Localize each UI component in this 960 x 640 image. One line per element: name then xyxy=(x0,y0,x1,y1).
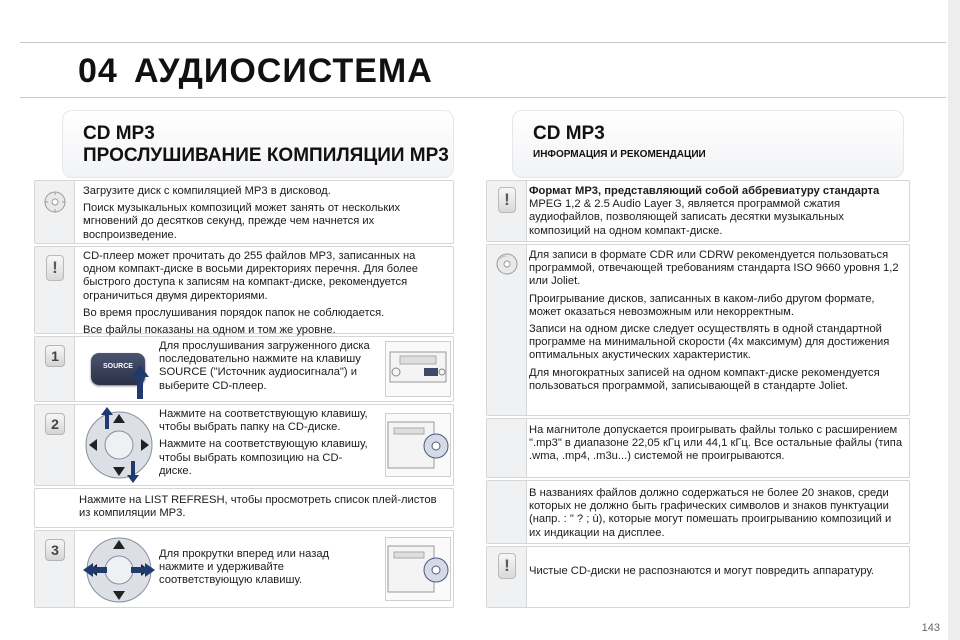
capacity-note-text xyxy=(83,250,451,341)
cd-rec-line-4: Для многократных записей на одном компакт-диске рекомендуется пользоваться программой, записывающей в стандарте Joliet. xyxy=(529,366,880,392)
radio-unit-thumbnail-2 xyxy=(385,413,451,477)
navigation-pad-icon xyxy=(83,407,155,483)
intro-row xyxy=(34,180,454,244)
chapter-number: 04 xyxy=(78,52,118,90)
page-number: 143 xyxy=(921,622,940,634)
mp3-format-row xyxy=(486,180,910,242)
step-2-number-icon: 2 xyxy=(45,413,65,435)
cd-recording-icon-cell xyxy=(487,245,527,415)
capacity-line-1: CD-плеер может прочитать до 255 файлов MP3, записанных на одном компакт-диске в восьми директориях перечня. Для более быстрого доступа к записям на компакт-диске, рекомендуется ограничиться двумя директориями. xyxy=(83,250,419,302)
header-rule xyxy=(20,42,946,43)
left-section-subtitle: ПРОСЛУШИВАНИЕ КОМПИЛЯЦИИ MP3 xyxy=(83,145,449,166)
radio-unit-thumbnail-1 xyxy=(385,341,451,397)
step-2-line-track: Нажмите на соответствующую клавишу, чтобы выбрать композицию на CD-диске. xyxy=(159,438,368,477)
page-edge-band xyxy=(948,0,960,640)
step-1-number-icon: 1 xyxy=(45,345,65,367)
list-refresh-text: Нажмите на LIST REFRESH, чтобы просмотреть список плей-листов из компиляции MP3. xyxy=(79,494,437,520)
step-1-icon-cell xyxy=(35,337,75,401)
step-2-icon-cell xyxy=(35,405,75,485)
arrow-up-icon xyxy=(131,365,149,399)
left-section-header xyxy=(62,110,454,178)
mp3-format-text xyxy=(529,185,905,238)
radio-pad-drawing xyxy=(386,414,450,476)
capacity-note-row xyxy=(34,246,454,337)
right-section-subtitle: ИНФОРМАЦИЯ И РЕКОМЕНДАЦИИ xyxy=(533,149,706,160)
step-3-number-icon: 3 xyxy=(45,539,65,561)
blank-cd-note-text: Чистые CD-диски не распознаются и могут повредить аппаратуру. xyxy=(529,565,875,577)
info-warning-icon: ! xyxy=(498,187,516,213)
step-2-text xyxy=(159,408,371,482)
capacity-line-2: Во время прослушивания порядок папок не соблюдается. xyxy=(83,306,385,319)
extension-note-row xyxy=(486,418,910,478)
filename-icon-cell xyxy=(487,481,527,543)
intro-text xyxy=(83,185,448,246)
filename-note-text: В названиях файлов должно содержаться не более 20 знаков, среди которых не должно быть графических символов и знаков пунктуации (напр. : " ? ; ù), которые могут помешать проигрыванию композиций и их индикации на дисплее. xyxy=(529,487,892,539)
extension-note-text: На магнитоле допускается проигрывать файлы только с расширением ".mp3" в диапазоне 22,05 кГц или 44,1 кГц. Все остальные файлы (типа .wma, .mp4, .m3u...) системой не проигрываются. xyxy=(529,424,903,463)
filename-note-row xyxy=(486,480,910,544)
note-icon-cell xyxy=(35,247,75,333)
radio-unit-drawing xyxy=(386,342,450,396)
list-refresh-row xyxy=(34,488,454,528)
page-title: АУДИОСИСТЕМА xyxy=(134,52,433,90)
right-section-header xyxy=(512,110,904,178)
extension-icon-cell xyxy=(487,419,527,477)
intro-line-1: Загрузите диск с компиляцией MP3 в дисковод. xyxy=(83,185,331,197)
cd-rec-line-2: Проигрывание дисков, записанных в каком-либо другом формате, может оказаться невозможным или некорректным. xyxy=(529,292,875,318)
source-button-label: SOURCE xyxy=(103,363,133,370)
intro-icon-cell xyxy=(35,181,75,243)
blank-cd-note-row xyxy=(486,546,910,608)
format-icon-cell xyxy=(487,181,527,241)
step-1-row xyxy=(34,336,454,402)
header-underline xyxy=(20,97,946,98)
navigation-pad-hold-icon xyxy=(83,533,155,607)
step-2-line-folder: Нажмите на соответствующую клавишу, чтобы выбрать папку на CD-диске. xyxy=(159,408,368,434)
step-1-text: Для прослушивания загруженного диска последовательно нажмите на клавишу SOURCE ("Источник аудиосигнала") и выберите CD-плеер. xyxy=(159,340,370,392)
radio-pad-drawing-3 xyxy=(386,538,450,600)
cd-recording-row xyxy=(486,244,910,416)
step-2-row xyxy=(34,404,454,486)
cd-rec-line-1: Для записи в формате CDR или CDRW рекомендуется пользоваться программой, отвечающей требованиям стандарта ISO 9660 уровня 1,2 или Joliet. xyxy=(529,249,899,288)
intro-line-2: Поиск музыкальных композиций может занять от нескольких мгновений до десятков секунд, прежде чем начнется их воспроизведение. xyxy=(83,202,401,241)
step-3-text: Для прокрутки вперед или назад нажмите и удерживайте соответствующую клавишу. xyxy=(159,548,330,587)
mp3-format-body: MPEG 1,2 & 2.5 Audio Layer 3, является программой сжатия аудиофайлов, позволяющей записать десятки музыкальных композиций на одном компакт-диске. xyxy=(529,198,844,237)
cd-recording-text xyxy=(529,249,907,397)
caution-icon: ! xyxy=(498,553,516,579)
warning-icon: ! xyxy=(46,255,64,281)
step-3-row xyxy=(34,530,454,608)
disc-icon xyxy=(496,253,518,275)
mp3-format-bold: Формат MP3, представляющий собой аббревиатуру стандарта xyxy=(529,185,880,197)
step-3-icon-cell xyxy=(35,531,75,607)
disc-icon xyxy=(44,191,66,213)
capacity-line-3: Все файлы показаны на одном и том же уровне. xyxy=(83,324,336,337)
cd-rec-line-3: Записи на одном диске следует осуществлять в одной стандартной программе на минимальной скорости (4x максимум) для достижения оптимальных акустических характеристик. xyxy=(529,323,890,362)
right-section-title: CD MP3 xyxy=(533,123,605,144)
radio-unit-thumbnail-3 xyxy=(385,537,451,601)
blank-cd-icon-cell xyxy=(487,547,527,607)
left-section-title: CD MP3 xyxy=(83,123,155,144)
